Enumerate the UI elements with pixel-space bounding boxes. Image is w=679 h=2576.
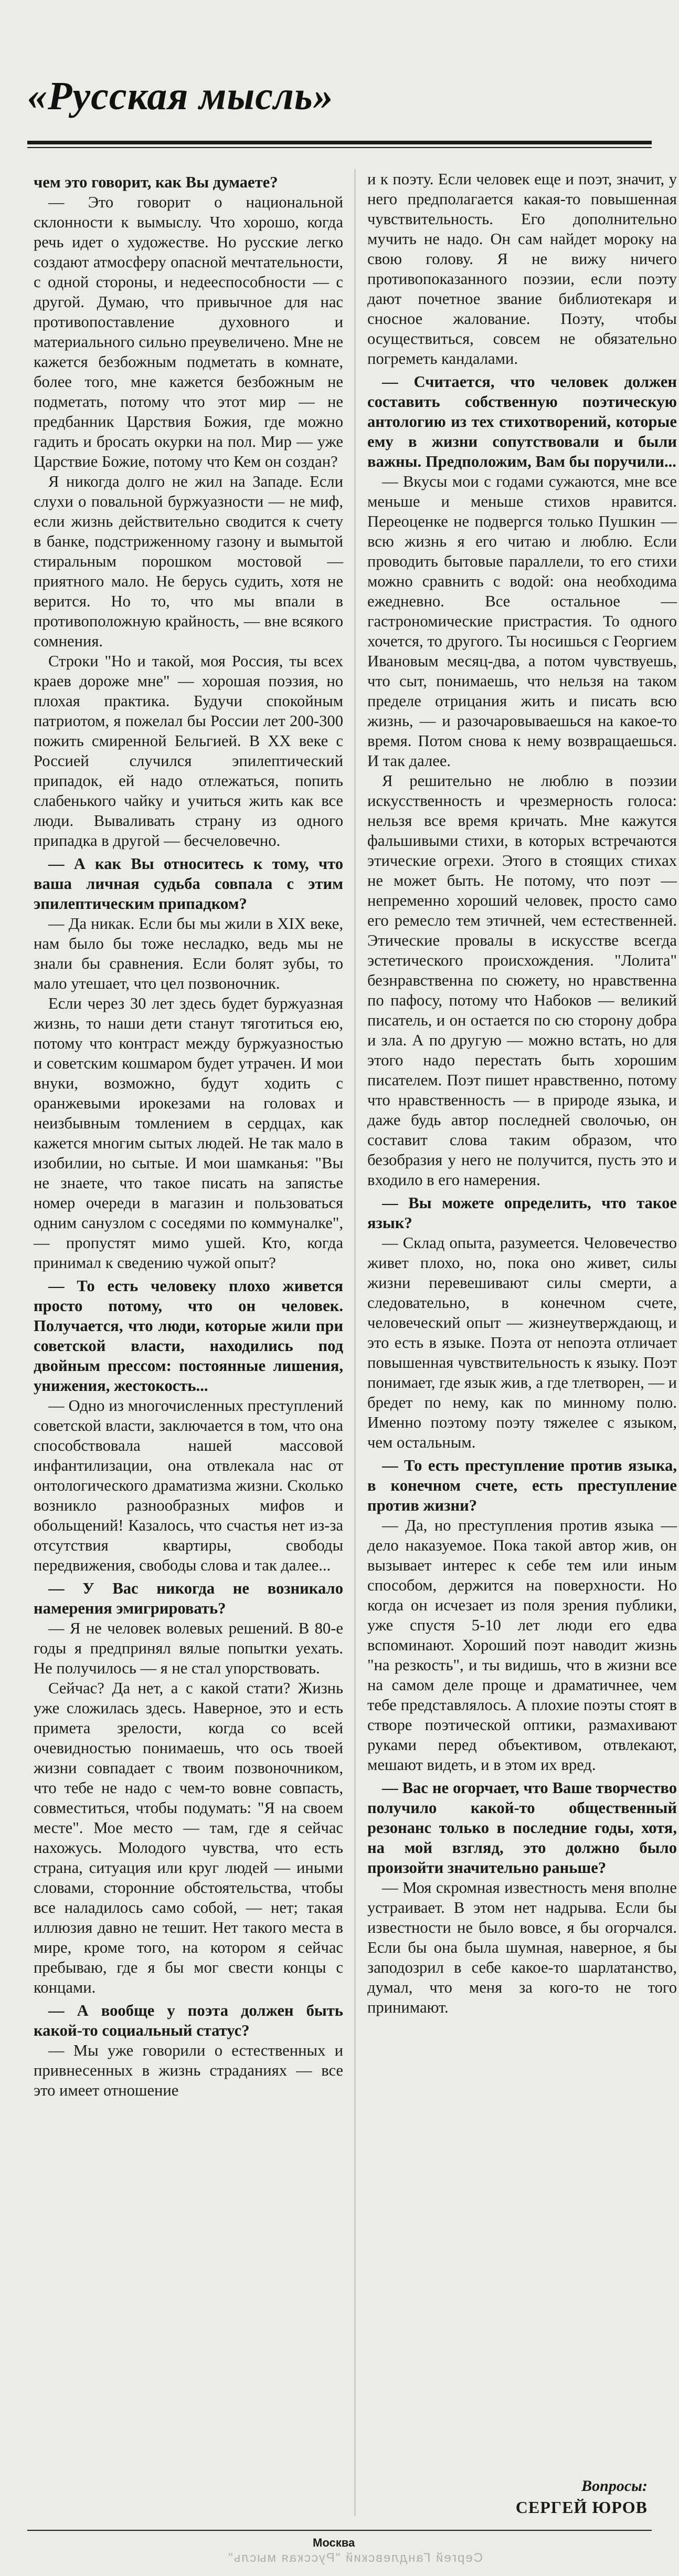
footer-rule	[27, 2530, 652, 2531]
bleed-through-text: Сергей Гандлевский "Русская мысль"	[227, 2551, 483, 2565]
interview-answer: — Вкусы мои с годами сужаются, мне все меньше и меньше стихов нравится. Переоценке не подвергся только Пушкин — всю жизнь я его читаю и люблю. Если проводить бытовые параллели, то его стихи можно сравнить с водой: она необходима ежедневно. Все остальное — гастрономические пристрастия. То одного хочется, то другого. Ты носишься с Георгием Ивановым месяц-два, а потом чувствуешь, что сыт, понимаешь, что нельзя на таком пределе отрицания жить и писать всю жизнь, — и разочаровываешься на какое-то время. Потом снова к нему возвращаешься. И так далее.	[367, 473, 677, 770]
interview-answer: — Склад опыта, разумеется. Человечество живет плохо, но, пока оно живет, силы жизни перевешивают силы смерти, а следовательно, в конечном счете, человеческий опыт — жизнеутверждающ, и это есть в языке. Поэта от непоэта отличает повышенная чувствительность к языку. Поэт понимает, где язык жив, а где тлетворен, — и бредет по нему, как по минному полю. Именно поэтому поэту тяжелее с языком, чем остальным.	[367, 1234, 677, 1451]
interview-question: — То есть человеку плохо живется просто потому, что он человек. Получается, что люди, которые жили при советской власти, находились под двойным прессом: постоянные лишения, унижения, жестокость...	[34, 1277, 343, 1395]
left-column	[34, 169, 343, 2100]
interview-answer: — Я не человек волевых решений. В 80-е годы я предпринял вялые попытки уехать. Не получилось — я не стал упорствовать.	[34, 1619, 343, 1677]
byline	[516, 2476, 648, 2518]
interview-question: — У Вас никогда не возникало намерения эмигрировать?	[34, 1579, 343, 1617]
interview-question: чем это говорит, как Вы думаете?	[34, 173, 278, 191]
interview-answer: Я решительно не люблю в поэзии искусственность и чрезмерность голоса: нельзя все время кричать. Мне кажутся фальшивыми стихи, в которых встречаются этические огрехи. Этого в стоящих стихах не может быть. Не потому, что поэт — непременно хороший человек, просто само его ремесло тем этичней, чем естественней. Этические провалы в искусстве всегда эстетического происхождения. "Лолита" безнравственна по сюжету, но нравственна по пафосу, потому что Набоков — великий писатель, и он остается по сю сторону добра и зла. А по другую — можно встать, но для этого надо перестать быть хорошим писателем. Поэт пишет нравственно, потому что нравственность — в природе языка, и даже будь автор последней сволочью, он составит слова таким образом, что безобразия у него не получится, пусть это и входило в его намерения.	[367, 772, 677, 1189]
interview-answer: — Да, но преступления против языка — дело наказуемое. Пока такой автор жив, он вызывает интерес к себе тем или иным способом, держится на поверхности. Но когда он исчезает из поля зрения публики, уже спустя 5-10 лет люди его едва вспоминают. Хороший поэт наводит жизнь "на резкость", и ты видишь, что в жизни все на самом деле проще и драматичнее, чем тебе представлялось. А плохие поэты стоят в створе поэтической оптики, размахивают руками перед объективом, отвлекают, мешают видеть, и в этом их вред.	[367, 1516, 677, 1774]
interview-question: — Вас не огорчает, что Ваше творчество получило какой-то общественный резонанс только в последние годы, хотя, на мой взгляд, это должно было произойти значительно раньше?	[367, 1779, 677, 1877]
title-rule-thin	[27, 147, 652, 148]
interview-question: — То есть преступление против языка, в конечном счете, есть преступление против жизни?	[367, 1457, 677, 1514]
interview-answer: Если через 30 лет здесь будет буржуазная жизнь, то наши дети станут тяготиться ею, потому что контраст между буржуазностью и советским кошмаром будет утрачен. И мои внуки, возможно, будут ходить с оранжевыми ирокезами на головах и неизбывным томлением в сердцах, как кажется многим сытых людей. Не так мало в изобилии, но сытые. И мои шамканья: "Вы не знаете, что такое писать на запястье номер очереди в магазин и пользоваться одним санузлом с соседями по коммуналке", — пропустят мимо ушей. Кто, когда принимал к сведению чужой опыт?	[34, 994, 343, 1272]
byline-name: СЕРГЕЙ ЮРОВ	[515, 2498, 648, 2517]
footer-place: Москва	[313, 2536, 355, 2549]
page-title: «Русская мысль»	[27, 74, 334, 118]
interview-answer: — Это говорит о национальной склонности к вымыслу. Что хорошо, когда речь идет о художестве. Но русские легко создают атмосферу опасной мечтательности, с одной стороны, и недееспособности — с другой. Думаю, что привычное для нас противопоставление духовного и материального сильно преувеличено. Мне не кажется безбожным подметать в комнате, более того, мне кажется безбожным не подметать, потому что этот мир — не предбанник Царствия Божия, где можно гадить и бросать окурки на пол. Мир — уже Царствие Божие, потому что Кем он создан?	[34, 193, 343, 470]
interview-question: — А вообще у поэта должен быть какой-то социальный статус?	[34, 2002, 343, 2039]
interview-question: — А как Вы относитесь к тому, что ваша личная судьба совпала с этим эпилептическим припадком?	[34, 855, 343, 913]
interview-answer: Строки "Но и такой, моя Россия, ты всех краев дороже мне" — хорошая поэзия, но плохая практика. Будучи спокойным патриотом, я пожелал бы России лет 200-300 пожить смиренной Бельгией. В XX веке с Россией случился эпилептический припадок, ей надо отлежаться, попить слабенького чайку и учиться жить как все люди. Вываливать страну из одного припадка в другой — бесчеловечно.	[34, 652, 343, 850]
title-rule	[27, 141, 652, 144]
interview-answer: — Моя скромная известность меня вполне устраивает. В этом нет надрыва. Если бы известности не было вовсе, я бы огорчался. Если бы она была шумная, наверное, я бы заподозрил в себе какое-то шарлатанство, думал, что меня за кого-то не того принимают.	[367, 1879, 677, 2016]
interview-answer: — Да никак. Если бы мы жили в XIX веке, нам было бы тоже несладко, ведь мы не знали бы сравнения. Если болят зубы, то мало утешает, что цел позвоночник.	[34, 915, 343, 992]
byline-label: Вопросы:	[581, 2477, 648, 2495]
interview-answer: Сейчас? Да нет, а с какой стати? Жизнь уже сложилась здесь. Наверное, это и есть примета зрелости, когда со всей очевидностью понимаешь, что ось твоей жизни совпадает с твоим позвоночником, что тебе не надо с чем-то вовне совпасть, совместиться, чтобы подумать: "Я на своем месте". Мое место — там, где я сейчас нахожусь. Молодого чувства, что есть страна, ситуация или круг людей — иными словами, сторонние обстоятельства, чтобы все наладилось само собой, — нет; такая иллюзия давно не тешит. Нет такого места в мире, кроме того, на котором я сейчас пребываю, где я бы мог свести концы с концами.	[34, 1679, 343, 1996]
right-column	[367, 169, 677, 2017]
interview-question: — Вы можете определить, что такое язык?	[367, 1194, 677, 1232]
interview-answer: — Мы уже говорили о естественных и привнесенных в жизнь страданиях — все это имеет отношение	[34, 2041, 343, 2099]
interview-answer: и к поэту. Если человек еще и поэт, значит, у него предполагается какая-то повышенная чувствительность. Его дополнительно мучить не надо. Он сам найдет мороку на свою голову. Я не вижу ничего противопоказанного поэзии, если поэту дают почетное звание библиотекаря и сносное жалование. Поэту, чтобы осуществиться, совсем не обязательно погреметь кандалами.	[367, 170, 677, 368]
interview-answer: Я никогда долго не жил на Западе. Если слухи о повальной буржуазности — не миф, если жизнь действительно сводится к счету в банке, подстриженному газону и вымытой стиральным порошком мостовой — приятного мало. Не берусь судить, хотя не верится. Но то, что мы впали в противоположную крайность, — вне всякого сомнения.	[34, 473, 343, 650]
interview-question: — Считается, что человек должен составить собственную поэтическую антологию из тех стихотворений, которые ему в жизни сопутствовали и были важны. Предположим, Вам бы поручили...	[367, 373, 677, 470]
interview-answer: — Одно из многочисленных преступлений советской власти, заключается в том, что она способствовала нашей массовой инфантилизации, она отвлекала нас от онтологического драматизма жизни. Сколько возникло разнообразных мифов и обольщений! Казалось, что счастья нет из-за отсутствия квартиры, свободы передвижения, свободы слова и так далее...	[34, 1397, 343, 1574]
